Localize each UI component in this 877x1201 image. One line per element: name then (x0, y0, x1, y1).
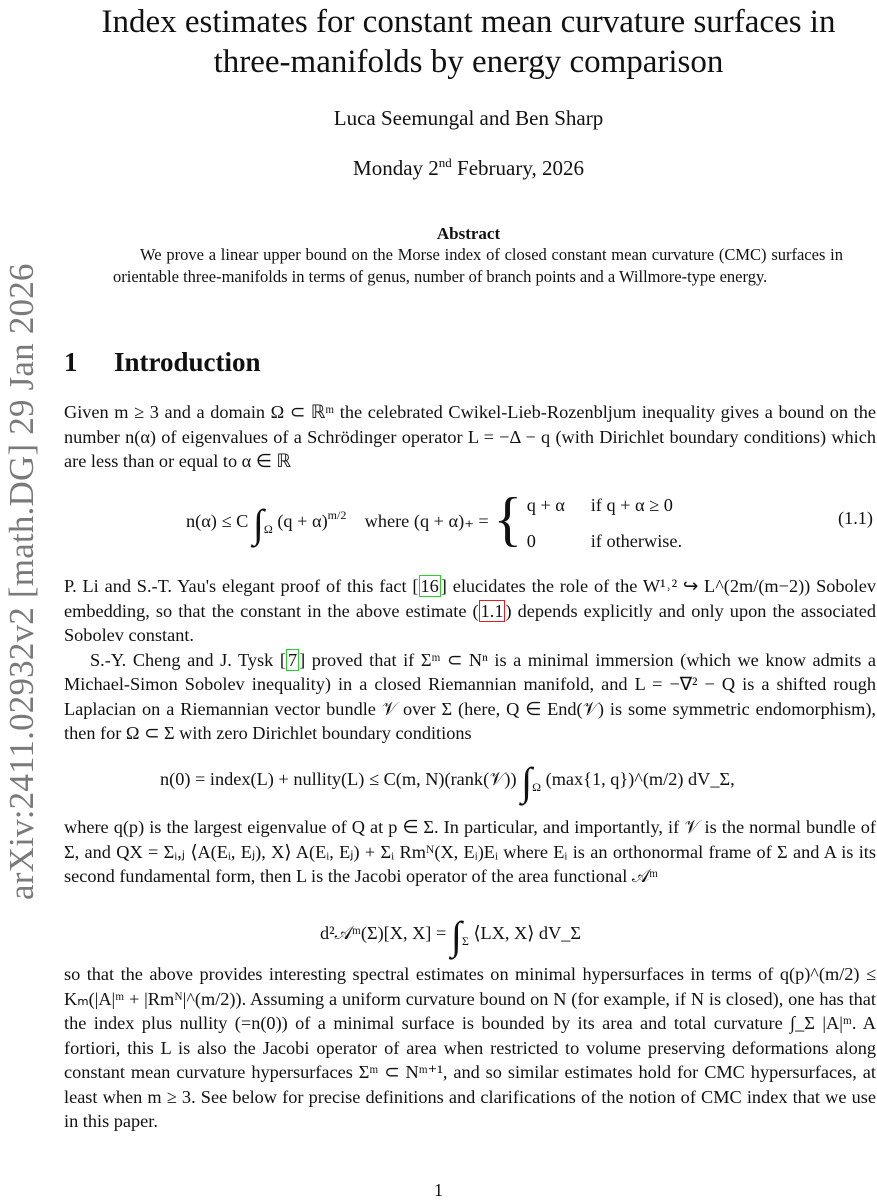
abstract-text: We prove a linear upper bound on the Morse index of closed constant mean curvature (CMC) surfaces in orientable three-manifolds in terms of genus, number of branch points and a Willmore-type energy. (113, 245, 843, 286)
paper-title (60, 2, 877, 82)
arxiv-identifier-stamp[interactable]: arXiv:2411.02932v2 [math.DG] 29 Jan 2026 (2, 263, 41, 900)
paragraph-2: P. Li and S.-T. Yau's elegant proof of this fact [ 16 ] elucidates the role of the W¹˒² ↪ L^(2m/(m−2)) Sobolev embedding, so that the constant in the above estimate ( 1.1 ) depends explicitly and only upon the associated Sobolev constant. S.-Y. Cheng and J. Tysk [ 7 ] proved that if Σᵐ ⊂ Nⁿ is a minimal immersion (which we know admits a Michael-Simon Sobolev inequality) in a closed Riemannian manifold, and L = −∇² − Q is a shifted rough Laplacian on a Riemannian vector bundle 𝒱 over Σ (here, Q ∈ End(𝒱) is some symmetric endomorphism), then for Ω ⊂ Σ with zero Dirichlet boundary conditions (64, 576, 876, 743)
paragraph-1: Given m ≥ 3 and a domain Ω ⊂ ℝᵐ the celebrated Cwikel-Lieb-Rozenbljum inequality gives a bound on the number n(α) of eigenvalues of a Schrödinger operator L = −Δ − q (with Dirichlet boundary conditions) which are less than or equal to α ∈ ℝ (64, 402, 876, 471)
cases-block: q + α if q + α ≥ 0 0 if otherwise. (526, 495, 683, 551)
equation-second-variation: d²𝒜ᵐ(Σ)[X, $X] = \int_\Sigma$ ⟨LX, X⟩ dV_Σ (320, 913, 582, 958)
citation-link-7[interactable]: 7 (287, 649, 298, 670)
abstract-heading: Abstract (436, 224, 501, 243)
section-number: 1 (64, 347, 78, 377)
paragraph-5: so that the above provides interesting spectral estimates on minimal hypersurfaces in terms of q(p)^(m/2) ≤ Kₘ(|A|ᵐ + |Rmᴺ|^(m/2)). Assuming a uniform curvature bound on N (for example, if N is closed), one has that the index plus nullity (=n(0)) of a minimal surface is bounded by its area and total curvature ∫_Σ |A|ᵐ. A fortiori, this L is also the Jacobi operator of area when restricted to volume preserving deformations along constant mean curvature hypersurfaces Σᵐ ⊂ Nᵐ⁺¹, and so similar estimates hold for CMC hypersurfaces, at least when m ≥ 3. See below for precise definitions and clarifications of the notion of CMC index that we use in this paper. (64, 964, 876, 1131)
title-line-1: Index estimates for constant mean curvature surfaces in (101, 4, 836, 40)
section-title: Introduction (114, 347, 261, 377)
cases-brace: { (493, 486, 523, 553)
equation-ref-link-1-1[interactable]: 1.1 (480, 600, 504, 621)
title-line-2: three-manifolds by energy comparison (213, 44, 724, 80)
equation-index-bound: n(0) = index(L) + nullity(L) ≤ C(m, N)(rank(𝒱)) $\int_\Omega$ (max{1, q})^(m/2) dV_Σ, (160, 759, 735, 804)
abstract-body (113, 244, 843, 287)
equation-number: (1.1) (837, 508, 873, 528)
page-number: 1 (434, 1180, 443, 1200)
paragraph-4: where q(p) is the largest eigenvalue of Q at p ∈ Σ. In particular, and importantly, if 𝒱 is the normal bundle of Σ, and QX = Σᵢ,ⱼ ⟨A(Eᵢ, Eⱼ), X⟩ A(Eᵢ, Eⱼ) + Σᵢ Rmᴺ(X, Eᵢ)Eᵢ where Eᵢ is an orthonormal frame of Σ and A is its second fundamental form, then L is the Jacobi operator of the area functional 𝒜ᵐ (64, 817, 876, 886)
integral-sign: ∫ (252, 501, 264, 547)
citation-link-16[interactable]: 16 (420, 576, 439, 596)
equation-1-1: n(α) ≤ C $\int_\Omega$ $(q + \alpha)^{m/2}$ where (q + α)₊ = { q + α if q + α ≥ 0 0 if otherwise. (186, 487, 682, 559)
date: Monday 2nd February, 2026 (353, 155, 584, 180)
section-heading (64, 347, 261, 378)
authors: Luca Seemungal and Ben Sharp (333, 106, 604, 130)
